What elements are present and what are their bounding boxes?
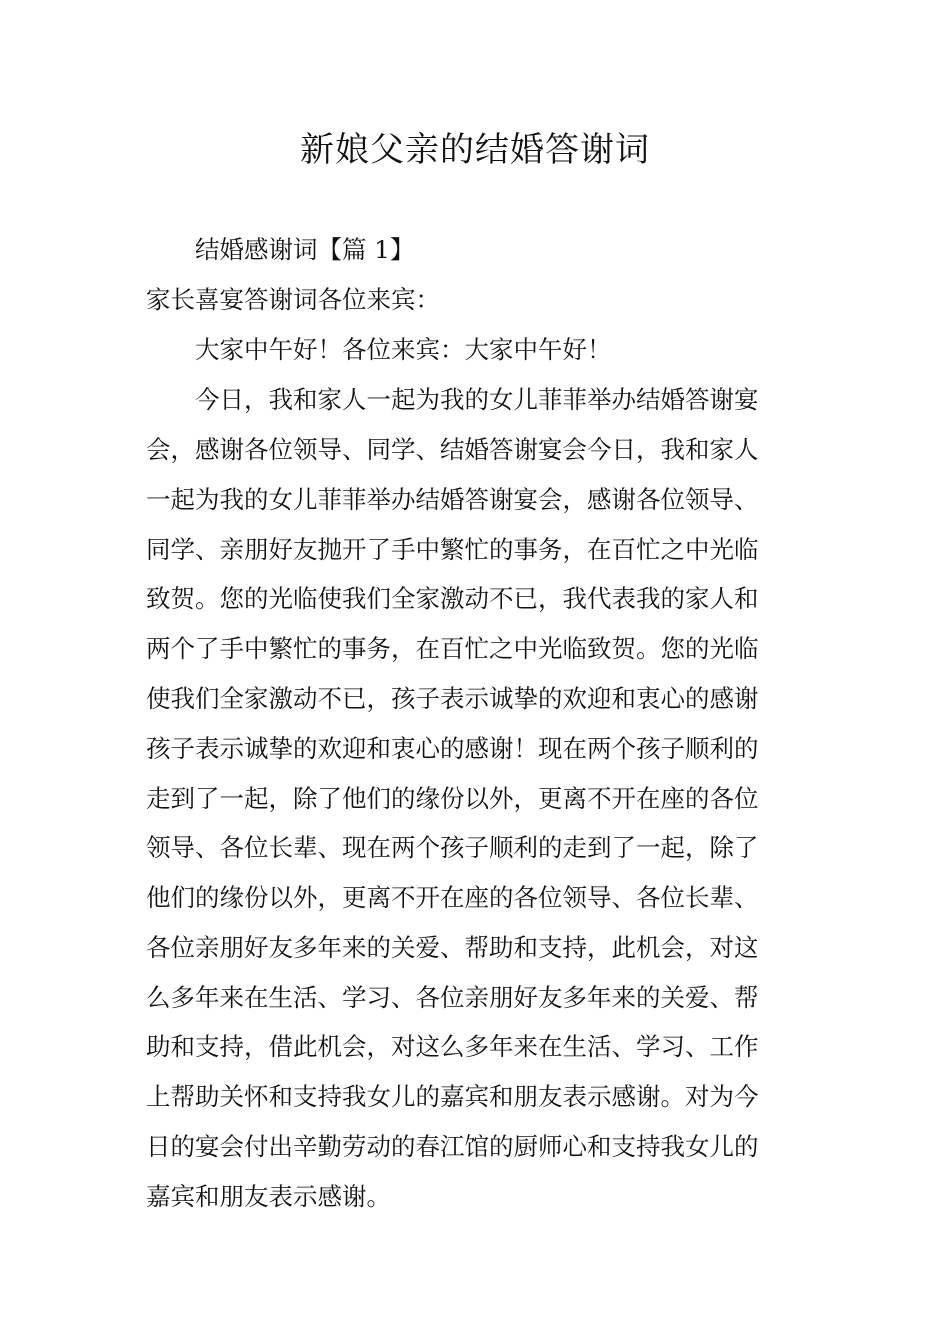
body-line: 孩子表示诚挚的欢迎和衷心的感谢！现在两个孩子顺利的 [146,734,759,763]
body-line: 致贺。您的光临使我们全家激动不已，我代表我的家人和 [146,584,759,613]
body-line: 两个了手中繁忙的事务，在百忙之中光临致贺。您的光临 [146,634,759,663]
body-line: 一起为我的女儿菲菲举办结婚答谢宴会，感谢各位领导、 [146,485,759,514]
body-line: 同学、亲朋好友抛开了手中繁忙的事务，在百忙之中光临 [146,535,759,564]
body-line: 走到了一起，除了他们的缘份以外，更离不开在座的各位 [146,784,759,813]
body-line: 领导、各位长辈、现在两个孩子顺利的走到了一起，除了 [146,833,759,862]
body-line: 会，感谢各位领导、同学、结婚答谢宴会今日，我和家人 [146,435,759,464]
body-line: 使我们全家激动不已，孩子表示诚挚的欢迎和衷心的感谢 [146,684,759,713]
greeting: 大家中午好！各位来宾：大家中午好！ [195,335,612,364]
document-title: 新娘父亲的结婚答谢词 [300,130,650,170]
body-line: 助和支持，借此机会，对这么多年来在生活、学习、工作 [146,1032,759,1061]
body-line: 嘉宾和朋友表示感谢。 [146,1182,391,1211]
salutation: 家长喜宴答谢词各位来宾： [146,285,440,314]
body-line: 他们的缘份以外，更离不开在座的各位领导、各位长辈、 [146,883,759,912]
body-line: 么多年来在生活、学习、各位亲朋好友多年来的关爱、帮 [146,983,759,1012]
section-heading: 结婚感谢词【篇 1】 [195,235,415,264]
body-line: 上帮助关怀和支持我女儿的嘉宾和朋友表示感谢。对为今 [146,1082,759,1111]
body-line: 今日，我和家人一起为我的女儿菲菲举办结婚答谢宴 [195,385,759,414]
body-line: 日的宴会付出辛勤劳动的春江馆的厨师心和支持我女儿的 [146,1132,759,1161]
body-line: 各位亲朋好友多年来的关爱、帮助和支持，此机会，对这 [146,933,759,962]
